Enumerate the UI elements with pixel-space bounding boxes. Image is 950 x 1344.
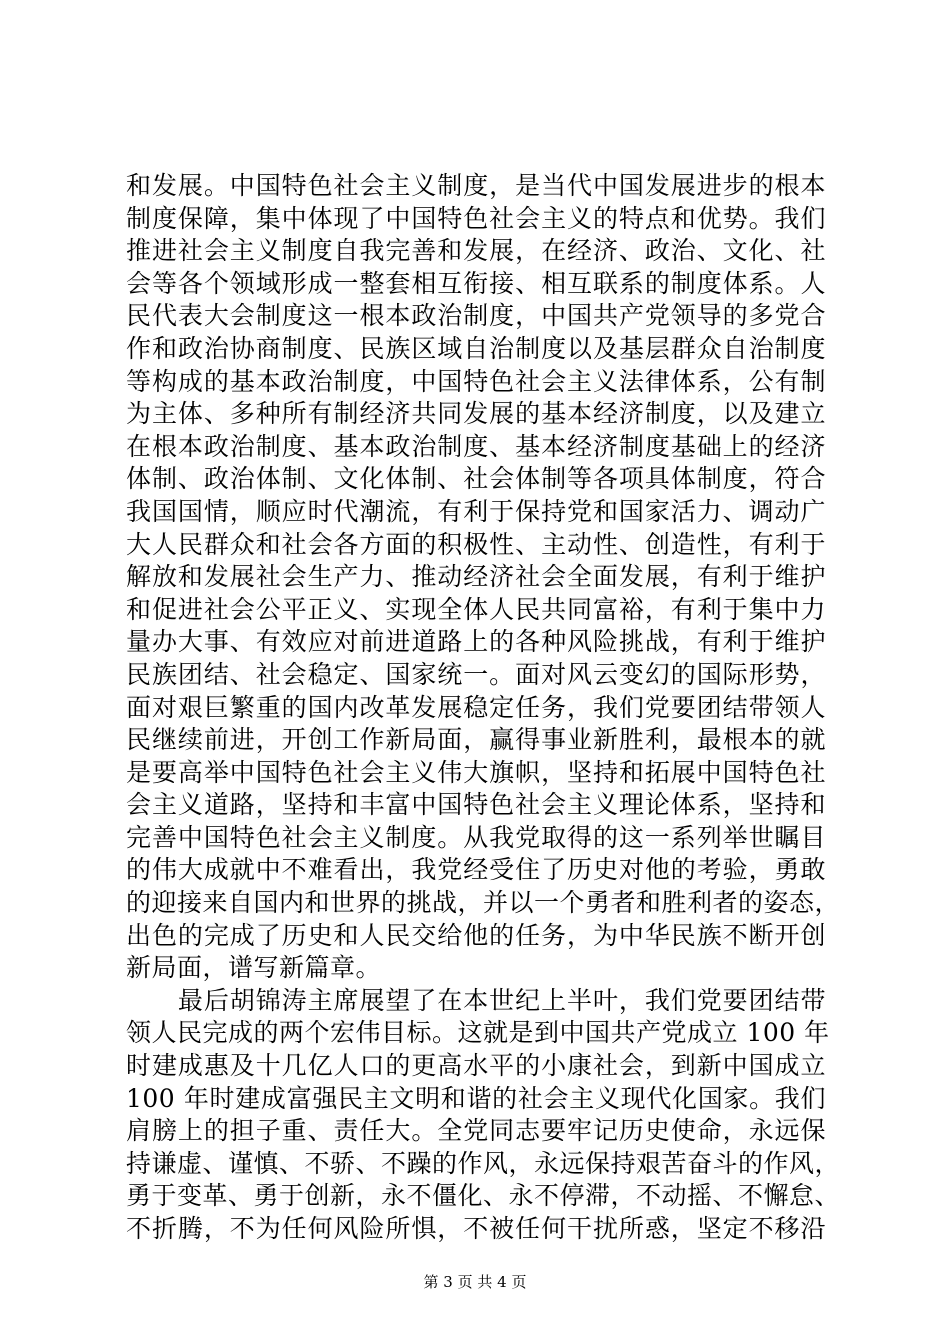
text-line: 的伟大成就中不难看出，我党经受住了历史对他的考验，勇敢	[126, 855, 826, 885]
text-line: 民代表大会制度这一根本政治制度，中国共产党领导的多党合	[126, 301, 826, 331]
text-line: 会等各个领域形成一整套相互衔接、相互联系的制度体系。人	[126, 268, 826, 298]
text-line-paragraph-end: 新局面，谱写新篇章。	[126, 953, 382, 983]
text-line-paragraph-start: 最后胡锦涛主席展望了在本世纪上半叶，我们党要团结带	[126, 985, 826, 1015]
text-line: 勇于变革、勇于创新，永不僵化、永不停滞，不动摇、不懈怠、	[126, 1181, 841, 1211]
text-line: 量办大事、有效应对前进道路上的各种风险挑战，有利于维护	[126, 627, 826, 657]
text-line: 时建成惠及十几亿人口的更高水平的小康社会，到新中国成立	[126, 1051, 826, 1081]
text-line: 完善中国特色社会主义制度。从我党取得的这一系列举世瞩目	[126, 822, 826, 852]
text-line: 和发展。中国特色社会主义制度，是当代中国发展进步的根本	[126, 171, 826, 200]
text-line: 100 年时建成富强民主文明和谐的社会主义现代化国家。我们	[126, 1083, 826, 1113]
text-line: 持谦虚、谨慎、不骄、不躁的作风，永远保持艰苦奋斗的作风，	[126, 1148, 841, 1178]
text-line: 解放和发展社会生产力、推动经济社会全面发展，有利于维护	[126, 562, 826, 592]
text-line: 制度保障，集中体现了中国特色社会主义的特点和优势。我们	[126, 203, 826, 233]
text-line: 作和政治协商制度、民族区域自治制度以及基层群众自治制度	[126, 333, 826, 363]
page-number-footer: 第 3 页 共 4 页	[423, 1273, 527, 1291]
text-line: 推进社会主义制度自我完善和发展，在经济、政治、文化、社	[126, 236, 826, 266]
document-body	[126, 170, 841, 1246]
text-line: 面对艰巨繁重的国内改革发展稳定任务，我们党要团结带领人	[126, 692, 826, 722]
text-line: 民继续前进，开创工作新局面，赢得事业新胜利，最根本的就	[126, 725, 826, 755]
text-line: 民族团结、社会稳定、国家统一。面对风云变幻的国际形势，	[126, 659, 826, 689]
text-line: 我国国情，顺应时代潮流，有利于保持党和国家活力、调动广	[126, 496, 826, 526]
text-line: 为主体、多种所有制经济共同发展的基本经济制度，以及建立	[126, 399, 826, 429]
text-line: 会主义道路，坚持和丰富中国特色社会主义理论体系，坚持和	[126, 790, 826, 820]
text-line: 出色的完成了历史和人民交给他的任务，为中华民族不断开创	[126, 920, 826, 950]
text-line: 在根本政治制度、基本政治制度、基本经济制度基础上的经济	[126, 431, 826, 461]
text-line: 大人民群众和社会各方面的积极性、主动性、创造性，有利于	[126, 529, 826, 559]
text-line: 等构成的基本政治制度，中国特色社会主义法律体系，公有制	[126, 366, 826, 396]
text-line: 体制、政治体制、文化体制、社会体制等各项具体制度，符合	[126, 464, 826, 494]
text-line: 的迎接来自国内和世界的挑战，并以一个勇者和胜利者的姿态，	[126, 888, 841, 918]
text-line: 领人民完成的两个宏伟目标。这就是到中国共产党成立 100 年	[126, 1018, 830, 1048]
text-line: 是要高举中国特色社会主义伟大旗帜，坚持和拓展中国特色社	[126, 757, 826, 787]
text-line: 肩膀上的担子重、责任大。全党同志要牢记历史使命，永远保	[126, 1116, 826, 1146]
text-line: 不折腾，不为任何风险所惧，不被任何干扰所惑，坚定不移沿	[126, 1214, 826, 1243]
text-line: 和促进社会公平正义、实现全体人民共同富裕，有利于集中力	[126, 594, 826, 624]
